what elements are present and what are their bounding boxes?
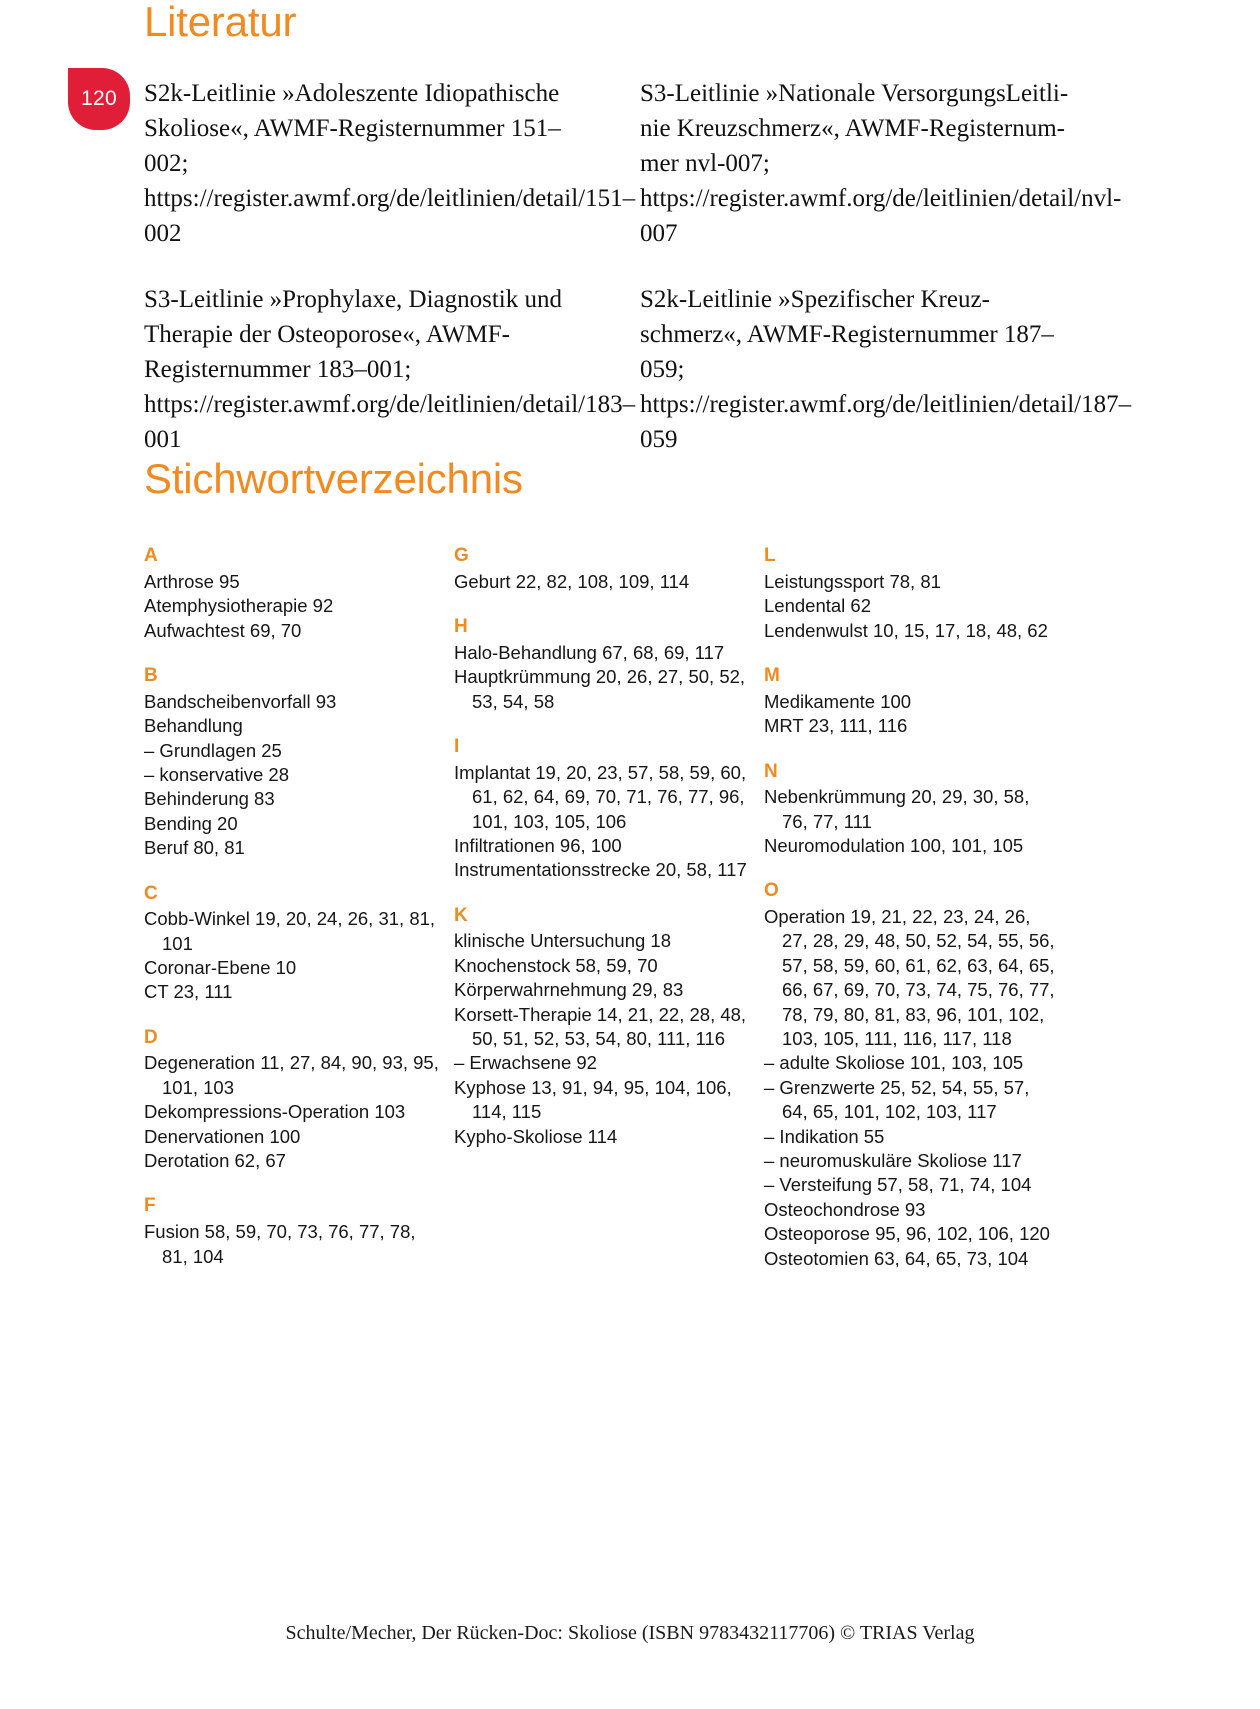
index-entry: CT 23, 111 xyxy=(144,981,233,1003)
index-entry: Nebenkrümmung 20, 29, 30, 58, 76, 77, 111 xyxy=(764,786,1030,832)
index-column xyxy=(454,543,764,1271)
index-entry: Korsett-Therapie 14, 21, 22, 28, 48, 50, 51, 52, 53, 54, 80, 111, 116 xyxy=(454,1003,747,1050)
literatur-entry: S2k-Leitlinie »Adoleszente Idiopathische Skoliose«, AWMF-Registernummer 151–002; https://register.awmf.org/de/leitlinien/detail/151–002 xyxy=(144,80,636,248)
index-group-C xyxy=(144,881,440,1005)
index-entry: Hauptkrümmung 20, 26, 27, 50, 52, 53, 54, 58 xyxy=(454,666,746,712)
literatur-entry: S3-Leitlinie »Prophylaxe, Diagnostik und Therapie der Osteoporose«, AWMF-Registernummer 183–001; https://register.awmf.org/de/leitlinien/detail/183–001 xyxy=(144,286,636,454)
literatur-columns xyxy=(144,76,1132,457)
index-entry: Knochenstock 58, 59, 70 xyxy=(454,954,658,976)
index-entry: – Grenzwerte 25, 52, 54, 55, 57, 64, 65, 101, 102, 103, 117 xyxy=(764,1076,1030,1123)
index-column xyxy=(144,543,454,1271)
index-letter: B xyxy=(144,665,158,687)
index-group-B xyxy=(144,663,440,860)
page-footer xyxy=(0,1622,1260,1645)
index-letter: K xyxy=(454,904,468,926)
footer-text: Schulte/Mecher, Der Rücken-Doc: Skoliose (ISBN 9783432117706) © TRIAS Verlag xyxy=(285,1622,975,1644)
index-entry: Atemphysiotherapie 92 xyxy=(144,595,334,617)
index-group-M xyxy=(764,663,1060,738)
index-entry: – Erwachsene 92 xyxy=(454,1052,597,1074)
index-entry: Bending 20 xyxy=(144,812,238,834)
literatur-entry: S2k-Leitlinie »Spezifischer Kreuzschmerz«, AWMF-Registernummer 187–059; https://register.awmf.org/de/leitlinien/detail/187–059 xyxy=(640,286,1132,454)
index-entry: Halo-Behandlung 67, 68, 69, 117 xyxy=(454,641,725,663)
index-entry: – neuromuskuläre Skoliose 117 xyxy=(764,1150,1022,1172)
index-entry: – Grundlagen 25 xyxy=(144,739,282,761)
literatur-column-right xyxy=(640,76,1132,457)
index-group-F xyxy=(144,1193,440,1268)
page-number: 120 xyxy=(81,87,117,110)
index-group-H xyxy=(454,614,750,714)
index-group-I xyxy=(454,734,750,883)
index-group-A xyxy=(144,543,440,643)
index-entry: Geburt 22, 82, 108, 109, 114 xyxy=(454,570,690,592)
index-entry: Denervationen 100 xyxy=(144,1125,301,1147)
index-letter: D xyxy=(144,1026,158,1048)
index-entry: Derotation 62, 67 xyxy=(144,1150,286,1172)
page-content xyxy=(144,0,1132,1271)
index-entry: Behinderung 83 xyxy=(144,788,275,810)
index-entry: Lendenwulst 10, 15, 17, 18, 48, 62 xyxy=(764,619,1048,641)
index-letter: L xyxy=(764,545,776,567)
index-entry: Neuromodulation 100, 101, 105 xyxy=(764,834,1024,856)
index-entry: – adulte Skoliose 101, 103, 105 xyxy=(764,1052,1024,1074)
index-entry: klinische Untersuchung 18 xyxy=(454,930,671,952)
literatur-heading: Literatur xyxy=(144,0,297,45)
index-entry: Kypho-Skoliose 114 xyxy=(454,1125,618,1147)
index-columns xyxy=(144,543,1074,1271)
index-entry: Behandlung xyxy=(144,715,243,737)
index-letter: G xyxy=(454,545,469,567)
index-letter: I xyxy=(454,736,460,758)
literatur-column-left xyxy=(144,76,636,457)
index-entry: Beruf 80, 81 xyxy=(144,837,245,859)
stichwortverzeichnis-heading: Stichwortverzeichnis xyxy=(144,455,523,503)
index-entry: Leistungssport 78, 81 xyxy=(764,570,941,592)
index-entry: Arthrose 95 xyxy=(144,570,240,592)
index-entry: Dekompressions-Operation 103 xyxy=(144,1101,406,1123)
index-entry: Medikamente 100 xyxy=(764,690,912,712)
index-entry: Cobb-Winkel 19, 20, 24, 26, 31, 81, 101 xyxy=(144,908,436,954)
literatur-entry: S3-Leitlinie »Nationale VersorgungsLeitlinie Kreuzschmerz«, AWMF-Registernummer nvl-007; https://register.awmf.org/de/leitlinien/detail/nvl-007 xyxy=(640,80,1122,248)
index-entry: Kyphose 13, 91, 94, 95, 104, 106, 114, 115 xyxy=(454,1076,732,1123)
index-entry: Implantat 19, 20, 23, 57, 58, 59, 60, 61, 62, 64, 69, 70, 71, 76, 77, 96, 101, 103, 105, 106 xyxy=(454,761,747,832)
index-letter: H xyxy=(454,616,468,638)
index-group-O xyxy=(764,878,1060,1271)
index-group-G xyxy=(454,543,750,594)
index-letter: C xyxy=(144,882,158,904)
index-entry: – konservative 28 xyxy=(144,763,290,785)
index-entry: Bandscheibenvorfall 93 xyxy=(144,690,337,712)
index-column xyxy=(764,543,1074,1271)
index-entry: Osteochondrose 93 xyxy=(764,1198,926,1220)
index-entry: Coronar-Ebene 10 xyxy=(144,956,297,978)
index-entry: – Versteifung 57, 58, 71, 74, 104 xyxy=(764,1174,1032,1196)
index-entry: Degeneration 11, 27, 84, 90, 93, 95, 101, 103 xyxy=(144,1052,439,1098)
page-number-badge xyxy=(68,68,130,130)
index-entry: Instrumentationsstrecke 20, 58, 117 xyxy=(454,859,747,881)
index-entry: Lendental 62 xyxy=(764,595,871,617)
index-entry: Osteoporose 95, 96, 102, 106, 120 xyxy=(764,1223,1050,1245)
index-entry: Körperwahrnehmung 29, 83 xyxy=(454,979,684,1001)
index-letter: O xyxy=(764,880,779,902)
index-letter: A xyxy=(144,545,158,567)
index-group-K xyxy=(454,903,750,1149)
index-entry: Fusion 58, 59, 70, 73, 76, 77, 78, 81, 104 xyxy=(144,1221,416,1267)
index-group-D xyxy=(144,1025,440,1174)
index-entry: MRT 23, 111, 116 xyxy=(764,715,908,737)
index-entry: Aufwachtest 69, 70 xyxy=(144,619,302,641)
index-letter: M xyxy=(764,665,780,687)
index-entry: Osteotomien 63, 64, 65, 73, 104 xyxy=(764,1247,1029,1269)
index-group-N xyxy=(764,759,1060,859)
index-entry: – Indikation 55 xyxy=(764,1125,885,1147)
index-entry: Operation 19, 21, 22, 23, 24, 26, 27, 28, 29, 48, 50, 52, 54, 55, 56, 57, 58, 59, 60, 61, 62, 63, 64, 65, 66, 67, 69, 70, 73, 74, 75, 76, 77, 78, 79, 80, 81, 83, 96, 101, 102, 103, 105, 111, 116, 117, 118 xyxy=(764,906,1055,1050)
index-letter: N xyxy=(764,760,778,782)
index-group-L xyxy=(764,543,1060,643)
index-entry: Infiltrationen 96, 100 xyxy=(454,834,622,856)
index-letter: F xyxy=(144,1195,156,1217)
